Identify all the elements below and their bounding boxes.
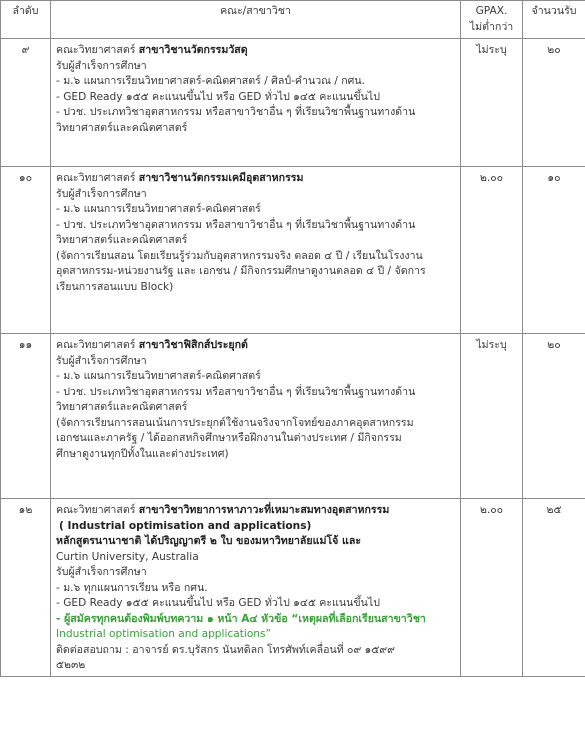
table-header-row xyxy=(1,1,585,39)
row-program xyxy=(51,499,461,677)
row-no: ๑๐ xyxy=(1,167,51,334)
row-program xyxy=(51,167,461,334)
requirement-line: - ปวช. ประเภทวิชาอุตสาหกรรม หรือสาขาวิชาอื่น ๆ ที่เรียนวิชาพื้นฐานทางด้าน xyxy=(56,106,416,118)
row-no: ๑๑ xyxy=(1,334,51,499)
row-seats: ๒๐ xyxy=(523,334,585,499)
essay-requirement-cont: Industrial optimisation and applications” xyxy=(56,628,272,640)
row-gpax: ไม่ระบุ xyxy=(461,39,523,167)
header-no: ลำดับ xyxy=(1,1,51,39)
requirement-line: เรียนการสอนแบบ Block) xyxy=(56,280,174,293)
requirement-line: ศึกษาดูงานทุกปีทั้งในและต่างประเทศ) xyxy=(56,447,229,460)
table-row xyxy=(1,499,585,677)
essay-requirement: - ผู้สมัครทุกคนต้องพิมพ์บทความ ๑ หน้า A๔ หัวข้อ “เหตุผลที่เลือกเรียนสาขาวิชา xyxy=(56,612,426,625)
requirement-line: รับผู้สำเร็จการศึกษา xyxy=(56,566,147,578)
requirement-line: วิทยาศาสตร์และคณิตศาสตร์ xyxy=(56,234,188,246)
requirement-line: อุตสาหกรรม-หน่วยงานรัฐ และ เอกชน / มีกิจกรรมศึกษาดูงานตลอด ๔ ปี / จัดการ xyxy=(56,265,426,277)
requirement-line: วิทยาศาสตร์และคณิตศาสตร์ xyxy=(56,401,188,413)
row-gpax: ๒.๐๐ xyxy=(461,167,523,334)
table-row xyxy=(1,167,585,334)
header-gpax-line1: GPAX. xyxy=(475,5,508,17)
major-name: สาขาวิชานวัตกรรมวัสดุ xyxy=(138,44,248,56)
requirement-line: เอกชนและภาครัฐ / ได้ออกสหกิจศึกษาหรือฝึกงานในต่างประเทศ / มีกิจกรรม xyxy=(56,432,402,444)
requirement-line: - ปวช. ประเภทวิชาอุตสาหกรรม หรือสาขาวิชาอื่น ๆ ที่เรียนวิชาพื้นฐานทางด้าน xyxy=(56,218,416,231)
row-seats: ๒๕ xyxy=(523,499,585,677)
faculty-name: คณะวิทยาศาสตร์ xyxy=(56,172,136,184)
program-title xyxy=(56,503,456,519)
faculty-name: คณะวิทยาศาสตร์ xyxy=(56,44,136,56)
requirement-line: - ปวช. ประเภทวิชาอุตสาหกรรม หรือสาขาวิชาอื่น ๆ ที่เรียนวิชาพื้นฐานทางด้าน xyxy=(56,385,416,398)
program-title xyxy=(56,43,456,59)
row-gpax: ๒.๐๐ xyxy=(461,499,523,677)
contact-line: ติดต่อสอบถาม : อาจารย์ ดร.บุรัสกร นันทดิลก โทรศัพท์เคลื่อนที่ ๐๙ ๑๕๙๙ xyxy=(56,643,395,656)
requirement-line: - GED Ready ๑๕๕ คะแนนขึ้นไป หรือ GED ทั่วไป ๑๔๕ คะแนนขึ้นไป xyxy=(56,90,380,103)
program-title xyxy=(56,171,456,187)
row-no: ๙ xyxy=(1,39,51,167)
requirement-line: (จัดการเรียนสอน โดยเรียนรู้ร่วมกับอุตสาหกรรมจริง ตลอด ๔ ปี / เรียนในโรงงาน xyxy=(56,249,423,262)
major-name: สาขาวิชาฟิสิกส์ประยุกต์ xyxy=(138,339,248,351)
row-seats: ๒๐ xyxy=(523,39,585,167)
requirement-line: - GED Ready ๑๕๕ คะแนนขึ้นไป หรือ GED ทั่วไป ๑๔๕ คะแนนขึ้นไป xyxy=(56,597,380,609)
requirement-line: วิทยาศาสตร์และคณิตศาสตร์ xyxy=(56,121,188,134)
row-no: ๑๒ xyxy=(1,499,51,677)
requirement-line: - ม.๖ แผนการเรียนวิทยาศาสตร์-คณิตศาสตร์ xyxy=(56,370,261,382)
requirement-line: รับผู้สำเร็จการศึกษา xyxy=(56,59,147,72)
requirement-line: รับผู้สำเร็จการศึกษา xyxy=(56,187,147,200)
requirement-line: รับผู้สำเร็จการศึกษา xyxy=(56,354,147,367)
table-row xyxy=(1,334,585,499)
row-program xyxy=(51,39,461,167)
requirement-line: - ม.๖ แผนการเรียนวิทยาศาสตร์-คณิตศาสตร์ xyxy=(56,203,261,215)
header-program: คณะ/สาขาวิชา xyxy=(51,1,461,39)
requirement-line: - ม.๖ ทุกแผนการเรียน หรือ กศน. xyxy=(56,581,208,594)
faculty-name: คณะวิทยาศาสตร์ xyxy=(56,339,136,351)
header-gpax-line2: ไม่ต่ำกว่า xyxy=(469,20,514,33)
table-row xyxy=(1,39,585,167)
major-name-english: ( Industrial optimisation and applications) xyxy=(59,519,312,532)
program-title xyxy=(56,338,456,354)
international-program-note: หลักสูตรนานาชาติ ได้ปริญญาตรี ๒ ใบ ของมหาวิทยาลัยแม่โจ้ และ xyxy=(56,535,362,547)
major-name: สาขาวิชาวิทยาการหาภาวะที่เหมาะสมทางอุตสาหกรรม xyxy=(138,504,390,516)
partner-university: Curtin University, Australia xyxy=(56,550,199,563)
header-gpax xyxy=(461,1,523,39)
requirement-line: (จัดการเรียนการสอนเน้นการประยุกต์ใช้งานจริงจากโจทย์ของภาคอุตสาหกรรม xyxy=(56,416,414,429)
header-seats: จำนวนรับ xyxy=(523,1,585,39)
faculty-name: คณะวิทยาศาสตร์ xyxy=(56,504,136,516)
row-seats: ๑๐ xyxy=(523,167,585,334)
row-program xyxy=(51,334,461,499)
row-gpax: ไม่ระบุ xyxy=(461,334,523,499)
requirement-line: - ม.๖ แผนการเรียนวิทยาศาสตร์-คณิตศาสตร์ / ศิลป์-คำนวณ / กศน. xyxy=(56,75,366,87)
major-name: สาขาวิชานวัตกรรมเคมีอุตสาหกรรม xyxy=(138,172,304,184)
contact-line-cont: ๕๒๓๒ xyxy=(56,659,86,671)
